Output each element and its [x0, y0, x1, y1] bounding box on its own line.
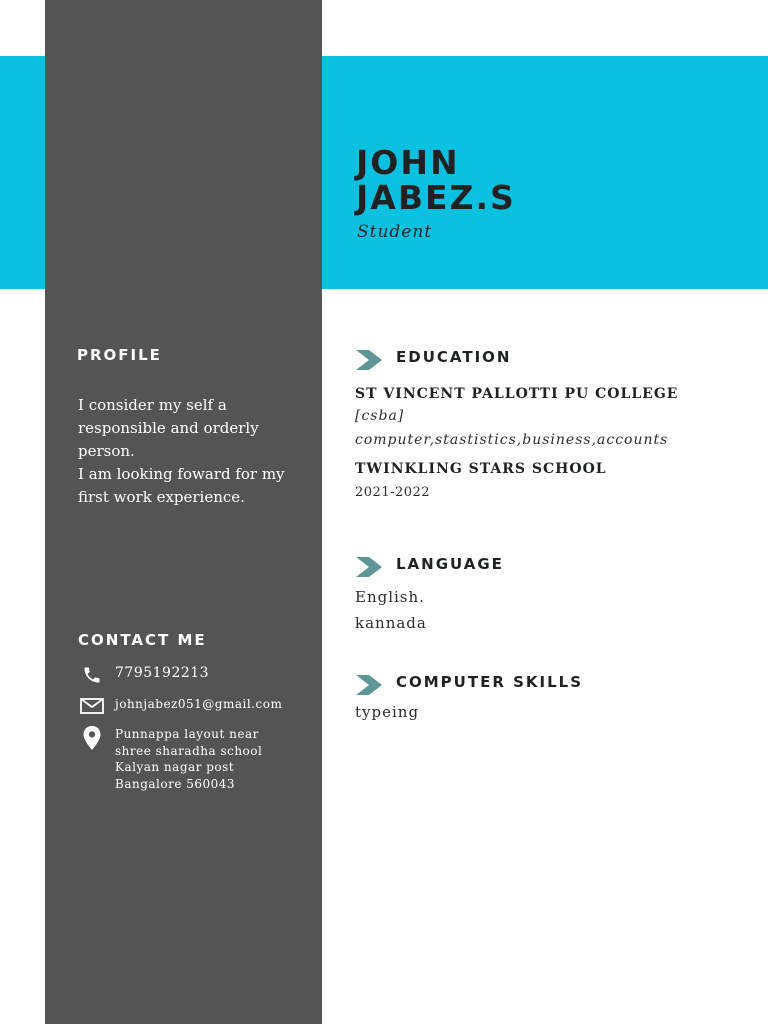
course-subjects: computer,stastistics,business,accounts [355, 432, 669, 448]
address-line: shree sharadha school [115, 743, 263, 758]
chevron-right-icon [356, 675, 382, 695]
address-line: Punnappa layout near [115, 727, 259, 741]
skills-section-header [356, 669, 583, 695]
chevron-right-icon [356, 350, 382, 370]
education-section-header [356, 344, 511, 370]
language-heading: LANGUAGE [396, 555, 504, 573]
email-address: johnjabez051@gmail.com [115, 697, 283, 711]
language-section-header [356, 551, 504, 577]
school-years: 2021-2022 [355, 485, 431, 500]
skill-item: typeing [355, 703, 420, 721]
profile-text [78, 394, 288, 509]
address [115, 726, 262, 792]
contact-email-row [80, 696, 282, 716]
location-pin-icon [80, 726, 104, 750]
mail-icon [80, 696, 104, 716]
profile-heading: PROFILE [77, 346, 162, 364]
phone-icon [80, 665, 104, 685]
course-code: [csba] [355, 408, 405, 424]
name-last: JABEZ.S [356, 178, 516, 217]
contact-phone-row [80, 665, 209, 685]
profile-line: I am looking foward for my first work experience. [78, 465, 285, 506]
address-line: Bangalore 560043 [115, 776, 236, 791]
school-name: TWINKLING STARS SCHOOL [355, 461, 607, 477]
contact-address-row [80, 726, 262, 792]
address-line: Kalyan nagar post [115, 760, 235, 774]
school-name: ST VINCENT PALLOTTI PU COLLEGE [355, 386, 679, 402]
language-item: English. [355, 588, 425, 606]
language-item: kannada [355, 614, 427, 632]
chevron-right-icon [356, 557, 382, 577]
education-heading: EDUCATION [396, 348, 512, 366]
contact-heading: CONTACT ME [78, 631, 207, 649]
name-first: JOHN [356, 143, 460, 182]
role-title: Student [357, 222, 433, 242]
person-name [356, 145, 736, 215]
phone-number: 7795192213 [115, 665, 210, 681]
profile-line: I consider my self a responsible and orderly person. [78, 396, 259, 460]
sidebar [45, 0, 322, 1024]
skills-heading: COMPUTER SKILLS [396, 673, 584, 691]
